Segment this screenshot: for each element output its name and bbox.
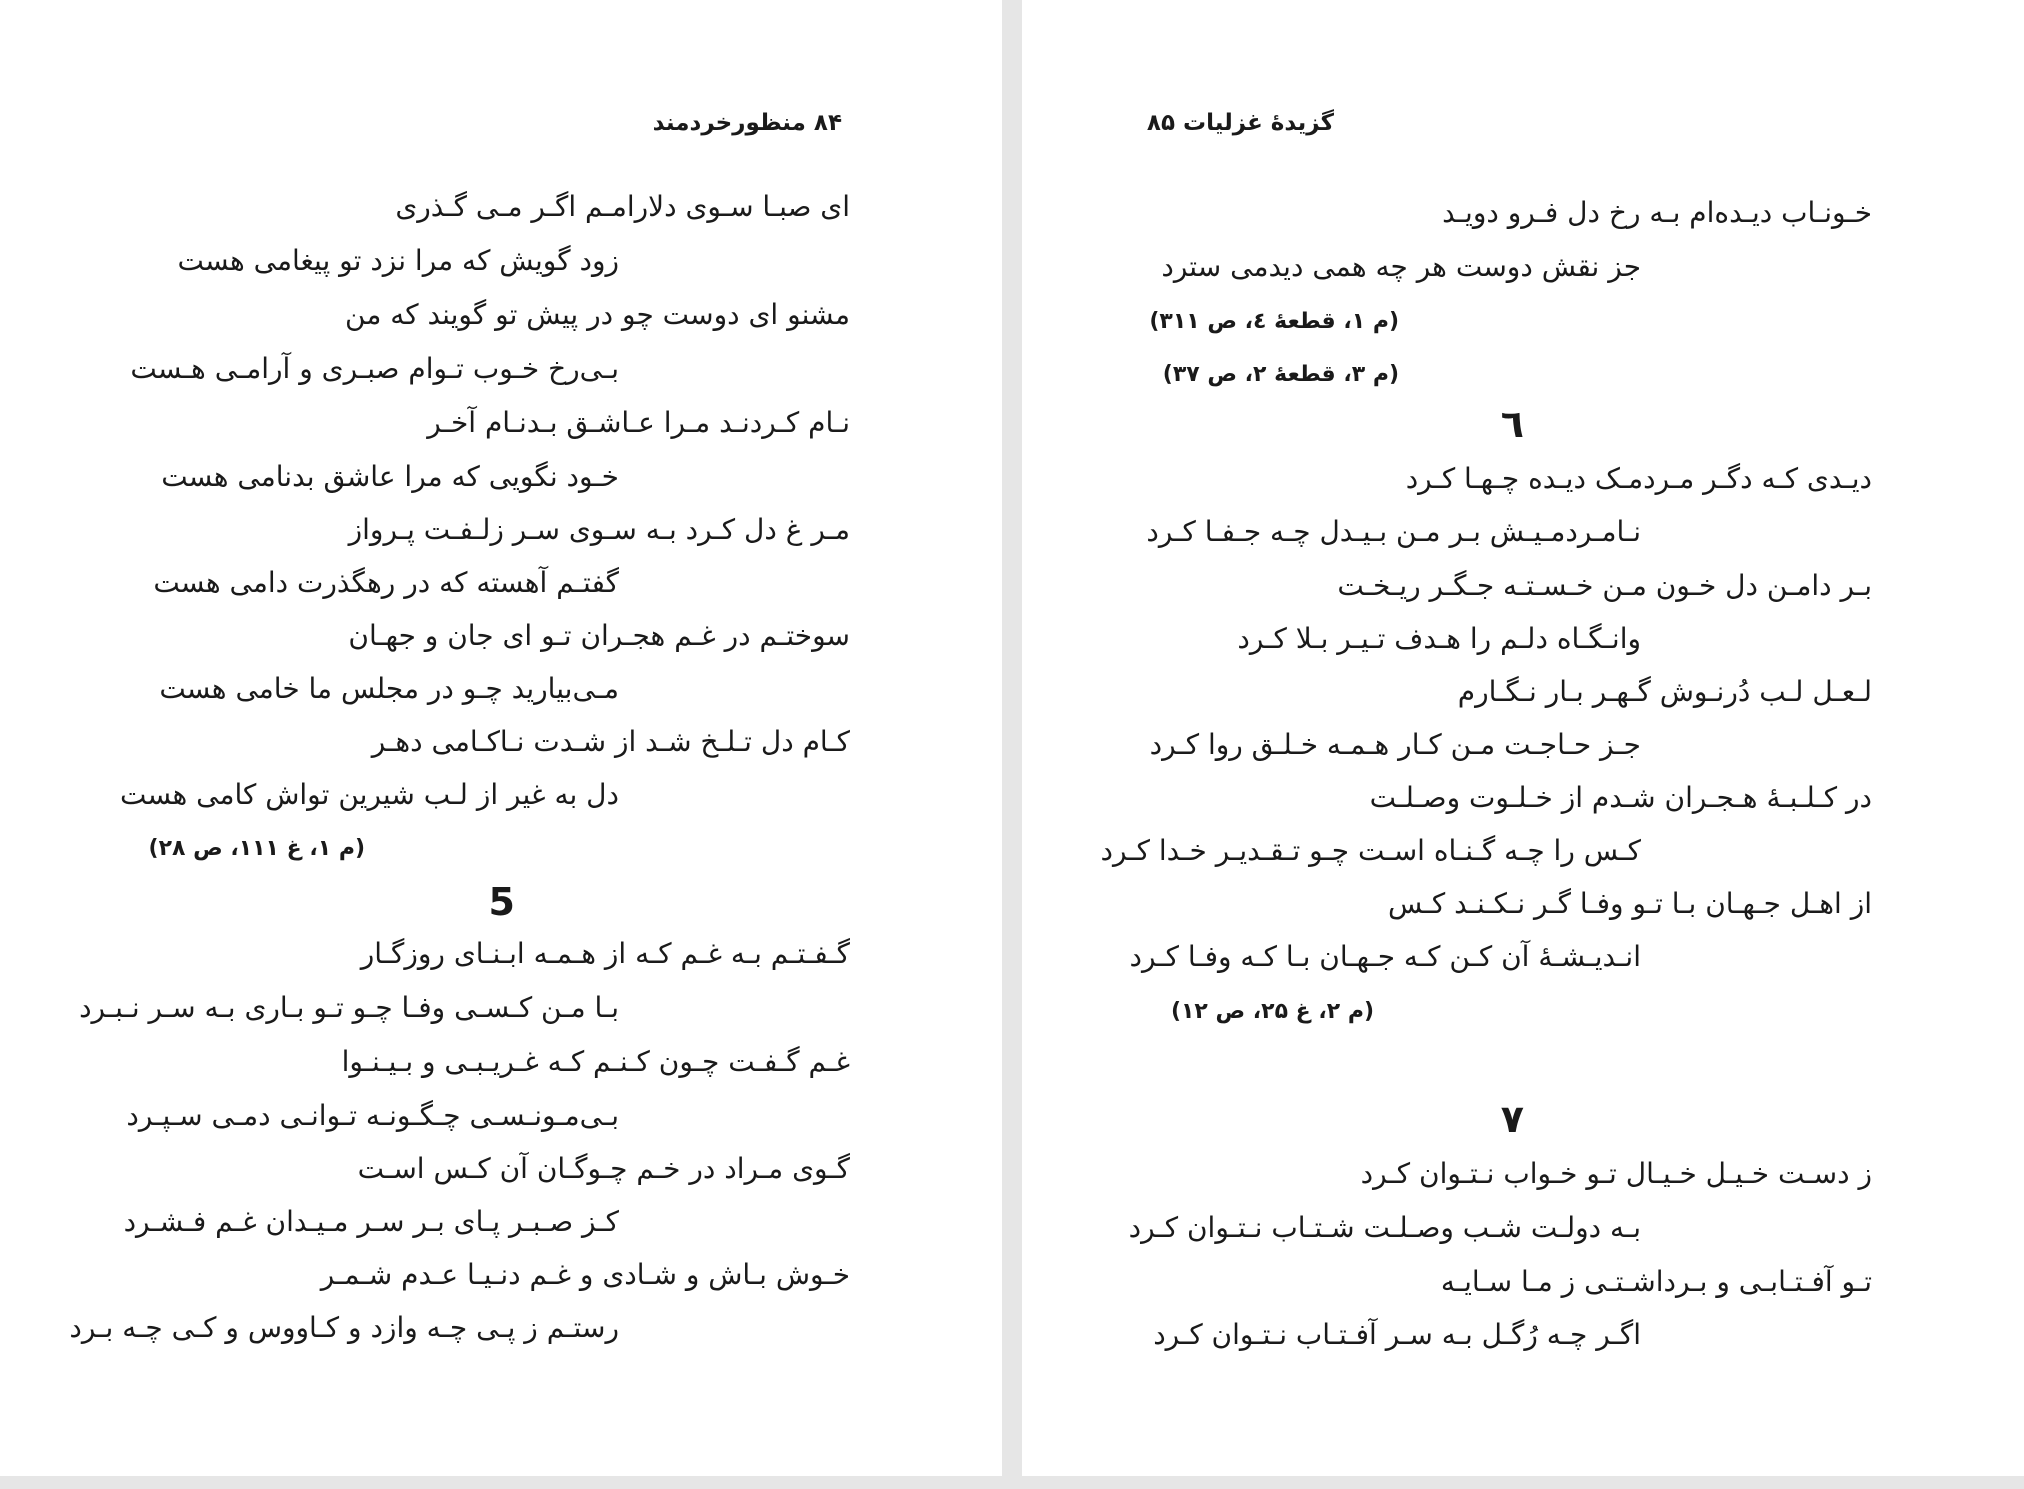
- verse-line: لـعـل لـب دُرنـوش گـهـر بـار نـگـارم: [1457, 675, 1872, 708]
- verse-line: مـر غ دل کـرد بـه سـوی سـر زلـفـت پـرواز: [348, 513, 850, 546]
- verse-line: گـوی مـراد در خـم چـوگـان آن کـس اسـت: [357, 1152, 850, 1185]
- verse-line: دل به غیر از لـب شیرین تواش کامی هست: [119, 778, 619, 811]
- verse-line: بـه دولـت شـب وصـلـت شـتـاب نـتـوان کـرد: [1128, 1211, 1641, 1244]
- verse-line: خـود نگویی که مرا عاشق بدنامی هست: [161, 460, 619, 493]
- verse-line: کـام دل تـلـخ شـد از شـدت نـاکـامی دهـر: [371, 725, 850, 758]
- verse-line: اگـر چـه رُگـل بـه سـر آفـتـاب نـتـوان کـرد: [1153, 1318, 1641, 1351]
- verse-line: زود گویش که مرا نزد تو پیغامی هست: [177, 244, 619, 277]
- verse-line: در کـلـبـهٔ هـجـران شـدم از خـلـوت وصـلـت: [1369, 781, 1872, 814]
- page-header: گزیدهٔ غزلیات ۸۵: [1146, 110, 1334, 136]
- poem-number: ۷: [1500, 1097, 1524, 1141]
- verse-line: غـم گـفـت چـون کـنـم کـه غـریـبـی و بـیـنـوا: [341, 1045, 850, 1078]
- page-header: ۸۴ منظورخردمند: [652, 110, 842, 136]
- verse-line: بـی‌رخ خـوب تـوام صبـری و آرامـی هـست: [130, 352, 619, 385]
- verse-line: وانـگـاه دلـم را هـدف تـیـر بـلا کـرد: [1237, 622, 1641, 655]
- verse-line: بـر دامـن دل خـون مـن خـسـتـه جـگـر ریـخـت: [1337, 569, 1872, 602]
- citation: (م ۱، قطعهٔ ٤، ص ۳۱۱): [1149, 309, 1399, 334]
- verse-line: بـی‌مـونـسـی چـگـونـه تـوانـی دمـی سـپـرد: [126, 1099, 619, 1132]
- verse-line: جـز حـاجـت مـن کـار هـمـه خـلـق روا کـرد: [1149, 728, 1641, 761]
- verse-line: دیـدی کـه دگـر مـردمـک دیـده چـهـا کـرد: [1405, 462, 1872, 495]
- citation: (م ۱، غ ۱۱۱، ص ۲۸): [148, 836, 365, 861]
- left-page: [0, 0, 1002, 1476]
- right-page: [1022, 0, 2024, 1476]
- verse-line: ای صبـا سـوی دلارامـم اگـر مـی گـذری: [395, 190, 850, 223]
- citation: (م ۳، قطعهٔ ۲، ص ۳۷): [1162, 362, 1399, 387]
- verse-line: نـام کـردنـد مـرا عـاشـق بـدنـام آخـر: [427, 406, 850, 439]
- verse-line: رستـم ز پـی چـه وازد و کـاووس و کـی چـه بـرد: [69, 1311, 619, 1344]
- verse-line: گفتـم آهسته که در رهگذرت دامی هست: [153, 566, 619, 599]
- verse-line: نـامـردمـیـش بـر مـن بـیـدل چـه جـفـا کـرد: [1146, 515, 1641, 548]
- verse-line: ز دسـت خـیـل خـیـال تـو خـواب نـتـوان کـرد: [1360, 1157, 1872, 1190]
- poem-number: ٦: [1500, 402, 1524, 446]
- poem-number: 5: [488, 880, 515, 924]
- verse-line: کـس را چـه گـنـاه اسـت چـو تـقـدیـر خـدا کـرد: [1100, 834, 1641, 867]
- verse-line: از اهـل جـهـان بـا تـو وفـا گـر نـکـنـد کـس: [1387, 887, 1872, 920]
- verse-line: خـوش بـاش و شـادی و غـم دنـیـا عـدم شـمـر: [320, 1258, 850, 1291]
- verse-line: انـدیـشـهٔ آن کـن کـه جـهـان بـا کـه وفـا کـرد: [1129, 940, 1641, 973]
- verse-line: کـز صـبـر پـای بـر سـر مـیـدان غـم فـشـرد: [123, 1205, 619, 1238]
- verse-line: مشنو ای دوست چو در پیش تو گویند که من: [345, 298, 850, 331]
- verse-line: جز نقش دوست هر چه همی دیدمی سترد: [1161, 250, 1641, 283]
- verse-line: تـو آفـتـابـی و بـرداشـتـی ز مـا سـایـه: [1440, 1265, 1872, 1298]
- verse-line: گـفـتـم بـه غـم کـه از هـمـه ابـنـای روزگـار: [360, 937, 850, 970]
- citation: (م ۲، غ ۲۵، ص ۱۲): [1170, 999, 1374, 1024]
- verse-line: بـا مـن کـسـی وفـا چـو تـو بـاری بـه سـر نـبـرد: [79, 991, 619, 1024]
- verse-line: مـی‌بیارید چـو در مجلس ما خامی هست: [159, 672, 619, 705]
- verse-line: سوختـم در غـم هجـران تـو ای جان و جهـان: [348, 619, 850, 652]
- verse-line: خـونـاب دیـده‌ام بـه رخ دل فـرو دویـد: [1442, 196, 1872, 229]
